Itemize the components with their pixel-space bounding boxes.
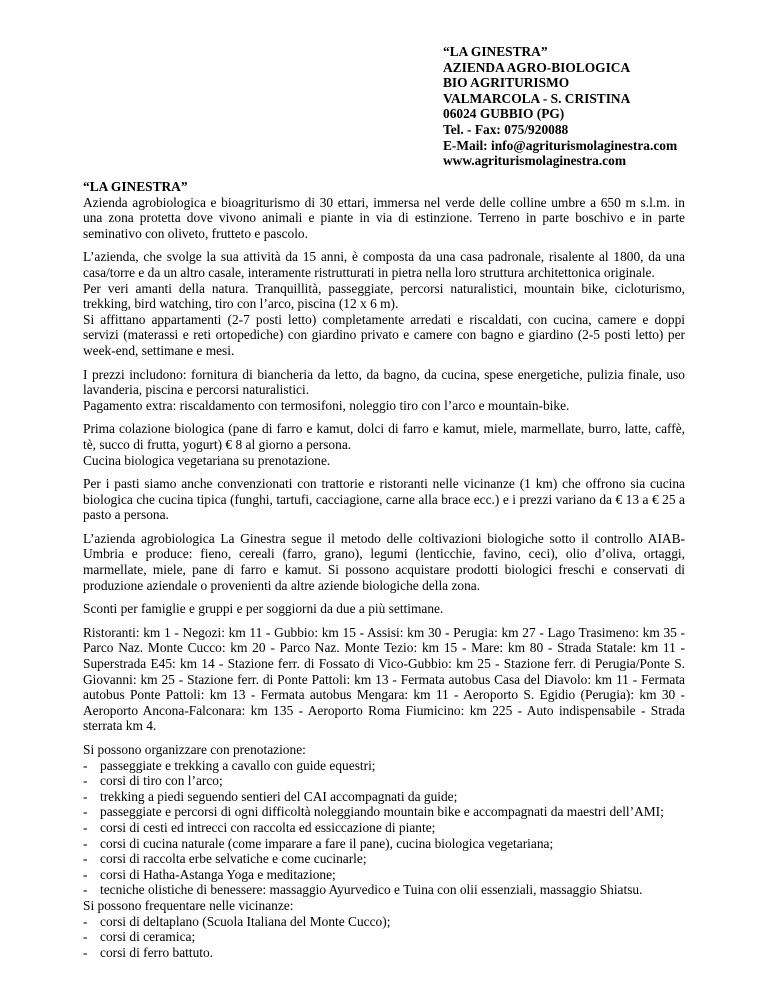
list-item-text: corsi di deltaplano (Scuola Italiana del Monte Cucco); [100, 913, 391, 929]
list-dash: - [83, 804, 88, 820]
nature-paragraph: Per veri amanti della natura. Tranquillità, passeggiate, percorsi naturalistici, mountain bike, cicloturismo, trekking, bird watching, tiro con l’arco, piscina (12 x 6 m). [83, 280, 685, 312]
list-item-text: tecniche olistiche di benessere: massaggio Ayurvedico e Tuina con olii essenziali, massaggio Shiatsu. [100, 882, 643, 898]
intro-paragraph: Azienda agrobiologica e bioagriturismo di 30 ettari, immersa nel verde delle colline umbre a 650 m s.l.m. in una zona protetta dove vivono animali e piante in via di estinzione. Terreno in parte boschivo e in parte seminativo con oliveto, frutteto e pascolo. [83, 194, 685, 241]
list-item [83, 929, 685, 945]
list-item [83, 758, 685, 774]
history-paragraph: L’azienda, che svolge la sua attività da 15 anni, è composta da una casa padronale, risalente al 1800, da una casa/torre e da un altro casale, interamente ristrutturati in pietra nella loro struttura architettonica originale. [83, 249, 685, 280]
list-item-text: corsi di Hatha-Astanga Yoga e meditazione; [100, 866, 336, 882]
list-item [83, 789, 685, 805]
list-item [83, 836, 685, 852]
products-paragraph: L’azienda agrobiologica La Ginestra segue il metodo delle coltivazioni biologiche sotto il controllo AIAB-Umbria e produce: fieno, cereali (farro, grano), legumi (lenticchie, favino, ceci), olio d’oliva, ortaggi, marmellate, miele, pane di farro e kamut. Si possono acquistare prodotti biologici freschi e conservati di produzione aziendale o provenienti da altre aziende biologiche della zona. [83, 530, 685, 593]
activities-list [83, 758, 685, 898]
list-item [83, 945, 685, 961]
list-dash: - [83, 757, 88, 773]
list-item-text: corsi di raccolta erbe selvatiche e come cucinarle; [100, 851, 367, 867]
list-dash: - [83, 913, 88, 929]
distances-paragraph: Ristoranti: km 1 - Negozi: km 11 - Gubbio: km 15 - Assisi: km 30 - Perugia: km 27 - Lago Trasimeno: km 35 - Parco Naz. Monte Cucco: km 20 - Parco Naz. Monte Tezio: km 15 - Mare: km 80 - Strada Statale: km 11 - Superstrada E45: km 14 - Stazione ferr. di Fossato di Vico-Gubbio: km 25 - Stazione ferr. di Perugia/Ponte S. Giovanni: km 25 - Stazione ferr. di Ponte Pattoli: km 13 - Fermata autobus Casa del Diavolo: km 11 - Fermata autobus Ponte Pattoli: km 13 - Fermata autobus Mengara: km 11 - Aeroporto S. Egidio (Perugia): km 30 - Aeroporto Ancona-Falconara: km 135 - Aeroporto Roma Fiumicino: km 225 - Auto indispensabile - Strada sterrata km 4. [83, 624, 685, 734]
prices-paragraph: I prezzi includono: fornitura di biancheria da letto, da bagno, da cucina, spese energetiche, pulizia finale, uso lavanderia, piscina e percorsi naturalistici. [83, 366, 685, 398]
breakfast-paragraph: Prima colazione biologica (pane di farro e kamut, dolci di farro e kamut, miele, marmellate, burro, latte, caffè, tè, succo di frutta, yogurt) € 8 al giorno a persona. [83, 421, 685, 452]
list-item [83, 851, 685, 867]
list-item [83, 804, 685, 820]
nearby-list [83, 914, 685, 961]
list-item [83, 867, 685, 883]
document-body [83, 179, 685, 960]
letterhead-email: E-Mail: info@agriturismolaginestra.com [443, 137, 678, 153]
letterhead-name: “LA GINESTRA” [443, 44, 548, 59]
letterhead-address: VALMARCOLA - S. CRISTINA [443, 90, 631, 106]
nearby-intro: Si possono frequentare nelle vicinanze: [83, 897, 294, 913]
meals-paragraph: Per i pasti siamo anche convenzionati con trattorie e ristoranti nelle vicinanze (1 km) che offrono sia cucina biologica che cucina tipica (funghi, tartufi, cacciagione, carne alla brace ecc.) e i prezzi variano da € 13 a € 25 a pasto a persona. [83, 476, 685, 523]
list-item-text: passeggiate e percorsi di ogni difficoltà noleggiando mountain bike e accompagnati da maestri dell’AMI; [100, 804, 664, 820]
list-item [83, 773, 685, 789]
list-dash: - [83, 851, 88, 867]
vegetarian-paragraph: Cucina biologica vegetariana su prenotazione. [83, 452, 331, 468]
activities-intro: Si possono organizzare con prenotazione: [83, 742, 306, 757]
discounts-paragraph: Sconti per famiglie e gruppi e per soggiorni da due a più settimane. [83, 601, 444, 617]
letterhead [443, 44, 763, 169]
list-item-text: corsi di ferro battuto. [100, 944, 214, 960]
list-item-text: corsi di ceramica; [100, 929, 196, 945]
list-dash: - [83, 835, 88, 851]
list-item [83, 882, 685, 898]
extras-paragraph: Pagamento extra: riscaldamento con termosifoni, noleggio tiro con l’arco e mountain-bike. [83, 397, 570, 413]
list-dash: - [83, 819, 88, 835]
list-dash: - [83, 788, 88, 804]
list-item-text: passeggiate e trekking a cavallo con guide equestri; [100, 757, 376, 773]
letterhead-website: www.agriturismolaginestra.com [443, 153, 626, 169]
list-item-text: trekking a piedi seguendo sentieri del CAI accompagnati da guide; [100, 788, 458, 804]
letterhead-company-type: AZIENDA AGRO-BIOLOGICA [443, 59, 631, 75]
list-dash: - [83, 929, 88, 945]
list-dash: - [83, 944, 88, 960]
list-item [83, 914, 685, 930]
list-item-text: corsi di tiro con l’arco; [100, 773, 223, 789]
letterhead-city: 06024 GUBBIO (PG) [443, 106, 565, 122]
apartments-paragraph: Si affittano appartamenti (2-7 posti letto) completamente arredati e riscaldati, con cucina, camere e doppi servizi (materassi e reti ortopediche) con giardino privato e camere con bagno e giardino (2-5 posti letto) per week-end, settimane e mesi. [83, 311, 685, 358]
body-title: “LA GINESTRA” [83, 179, 188, 194]
list-item-text: corsi di cucina naturale (come imparare a fare il pane), cucina biologica vegetariana; [100, 835, 554, 851]
letterhead-phone: Tel. - Fax: 075/920088 [443, 121, 569, 137]
list-dash: - [83, 866, 88, 882]
letterhead-agriturismo: BIO AGRITURISMO [443, 75, 570, 91]
list-item [83, 820, 685, 836]
list-dash: - [83, 773, 88, 789]
list-item-text: corsi di cesti ed intrecci con raccolta ed essiccazione di piante; [100, 819, 436, 835]
list-dash: - [83, 882, 88, 898]
